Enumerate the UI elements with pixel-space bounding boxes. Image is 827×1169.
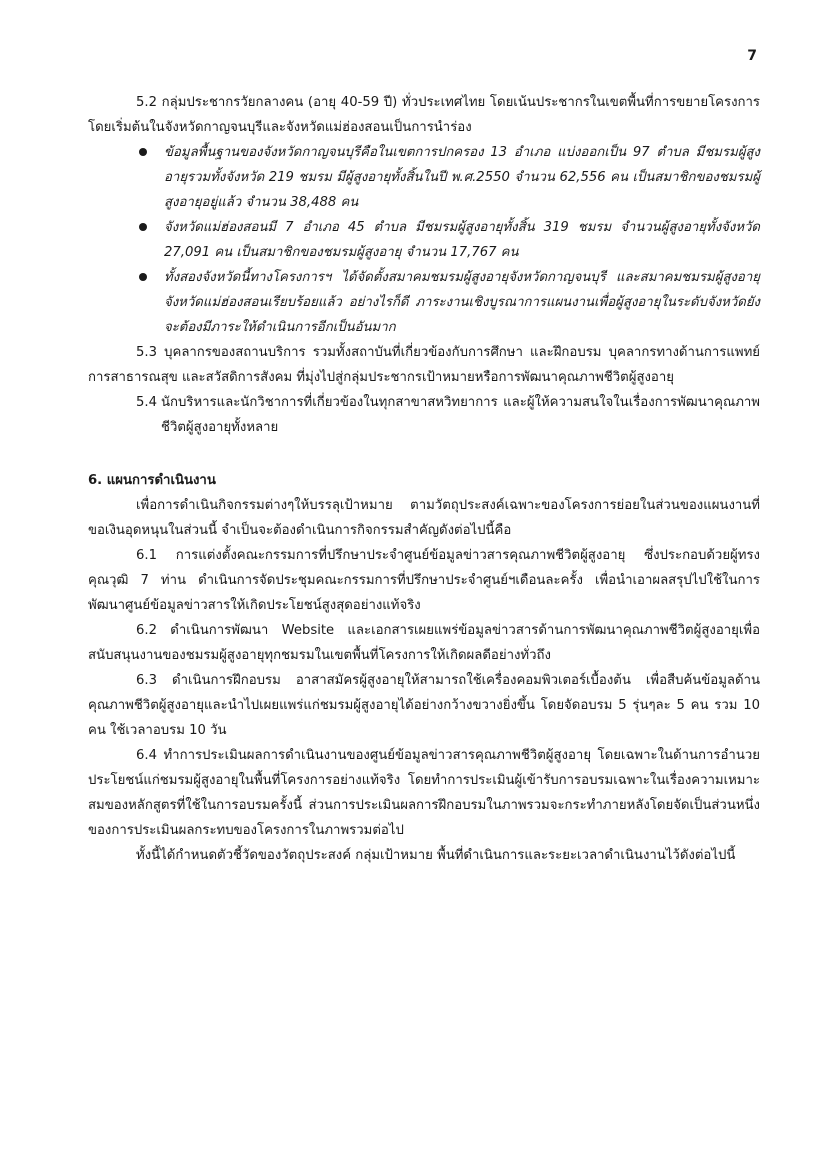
page-content	[88, 90, 760, 868]
bullet-item-mae-hong-son	[164, 215, 760, 265]
bullet-text: ข้อมูลพื้นฐานของจังหวัดกาญจนบุรีคือในเขตการปกครอง 13 อำเภอ แบ่งออกเป็น 97 ตำบล มีชมรมผู้สูงอายุรวมทั้งจังหวัด 219 ชมรม มีผู้สูงอายุทั้งสิ้นในปี พ.ศ.2550 จำนวน 62,556 คน เป็นสมาชิกของชมรมผู้สูงอายุอยู่แล้ว จำนวน 38,488 คน	[164, 145, 760, 210]
item-text: นักบริหารและนักวิชาการที่เกี่ยวข้องในทุกสาขาสหวิทยาการ และผู้ให้ความสนใจในเรื่องการพัฒนาคุณภาพชีวิตผู้สูงอายุทั้งหลาย	[161, 395, 760, 435]
section-heading-6: 6. แผนการดำเนินงาน	[88, 473, 216, 488]
paragraph-5-4	[136, 390, 760, 440]
bullet-dot-icon	[139, 148, 147, 156]
bullet-item-both-provinces	[164, 265, 760, 340]
paragraph-closing: ทั้งนี้ได้กำหนดตัวชี้วัดของวัตถุประสงค์ กลุ่มเป้าหมาย พื้นที่ดำเนินการและระยะเวลาดำเนินงานไว้ดังต่อไปนี้	[136, 848, 736, 863]
bullet-text: จังหวัดแม่ฮ่องสอนมี 7 อำเภอ 45 ตำบล มีชมรมผู้สูงอายุทั้งสิ้น 319 ชมรม จำนวนผู้สูงอายุทั้งจังหวัด 27,091 คน เป็นสมาชิกของชมรมผู้สูงอายุ จำนวน 17,767 คน	[164, 220, 760, 260]
item-number: 5.4	[136, 395, 157, 410]
bullet-dot-icon	[139, 223, 147, 231]
bullet-text: ทั้งสองจังหวัดนี้ทางโครงการฯ ได้จัดตั้งสมาคมชมรมผู้สูงอายุจังหวัดกาญจนบุรี และสมาคมชมรมผู้สูงอายุจังหวัดแม่ฮ่องสอนเรียบร้อยแล้ว อย่างไรก็ดี ภาระงานเชิงบูรณาการแผนงานเพื่อผู้สูงอายุในระดับจังหวัดยังจะต้องมีภาระให้ดำเนินการอีกเป็นอันมาก	[164, 270, 760, 335]
paragraph-6-3: 6.3 ดำเนินการฝึกอบรม อาสาสมัครผู้สูงอายุให้สามารถใช้เครื่องคอมพิวเตอร์เบื้องต้น เพื่อสืบค้นข้อมูลด้านคุณภาพชีวิตผู้สูงอายุและนำไปเผยแพร่แก่ชมรมผู้สูงอายุได้อย่างกว้างขวางยิ่งขึ้น โดยจัดอบรม 5 รุ่นๆละ 5 คน รวม 10 คน ใช้เวลาอบรม 10 วัน	[88, 673, 760, 738]
paragraph-6-2: 6.2 ดำเนินการพัฒนา Website และเอกสารเผยแพร่ข้อมูลข่าวสารด้านการพัฒนาคุณภาพชีวิตผู้สูงอายุเพื่อสนับสนุนงานของชมรมผู้สูงอายุทุกชมรมในเขตพื้นที่โครงการให้เกิดผลดีอย่างทั่วถึง	[88, 623, 760, 663]
paragraph-5-3: 5.3 บุคลากรของสถานบริการ รวมทั้งสถาบันที่เกี่ยวข้องกับการศึกษา และฝึกอบรม บุคลากรทางด้านการแพทย์ การสาธารณสุข และสวัสดิการสังคม ที่มุ่งไปสู่กลุ่มประชากรเป้าหมายหรือการพัฒนาคุณภาพชีวิตผู้สูงอายุ	[88, 345, 760, 385]
bullet-list	[88, 140, 760, 340]
bullet-item-kanchanaburi	[164, 140, 760, 215]
paragraph-6-intro: เพื่อการดำเนินกิจกรรมต่างๆให้บรรลุเป้าหมาย ตามวัตถุประสงค์เฉพาะของโครงการย่อยในส่วนของแผนงานที่ขอเงินอุดหนุนในส่วนนี้ จำเป็นจะต้องดำเนินการกิจกรรมสำคัญดังต่อไปนี้คือ	[88, 498, 760, 538]
paragraph-6-1: 6.1 การแต่งตั้งคณะกรรมการที่ปรึกษาประจำศูนย์ข้อมูลข่าวสารคุณภาพชีวิตผู้สูงอายุ ซึ่งประกอบด้วยผู้ทรงคุณวุฒิ 7 ท่าน ดำเนินการจัดประชุมคณะกรรมการที่ปรึกษาประจำศูนย์ฯเดือนละครั้ง เพื่อนำเอาผลสรุปไปใช้ในการพัฒนาศูนย์ข้อมูลข่าวสารให้เกิดประโยชน์สูงสุดอย่างแท้จริง	[88, 548, 760, 613]
bullet-dot-icon	[139, 273, 147, 281]
paragraph-6-4: 6.4 ทำการประเมินผลการดำเนินงานของศูนย์ข้อมูลข่าวสารคุณภาพชีวิตผู้สูงอายุ โดยเฉพาะในด้านการอำนวยประโยชน์แก่ชมรมผู้สูงอายุในพื้นที่โครงการอย่างแท้จริง โดยทำการประเมินผู้เข้ารับการอบรมเฉพาะในเรื่องความเหมาะสมของหลักสูตรที่ใช้ในการอบรมครั้งนี้ ส่วนการประเมินผลการฝึกอบรมในภาพรวมจะกระทำภายหลังโดยจัดเป็นส่วนหนึ่งของการประเมินผลกระทบของโครงการในภาพรวมต่อไป	[88, 748, 760, 838]
page-number: 7	[747, 48, 757, 64]
paragraph-5-2: 5.2 กลุ่มประชากรวัยกลางคน (อายุ 40-59 ปี) ทั่วประเทศไทย โดยเน้นประชากรในเขตพื้นที่การขยายโครงการ โดยเริ่มต้นในจังหวัดกาญจนบุรีและจังหวัดแม่ฮ่องสอนเป็นการนำร่อง	[88, 95, 760, 135]
